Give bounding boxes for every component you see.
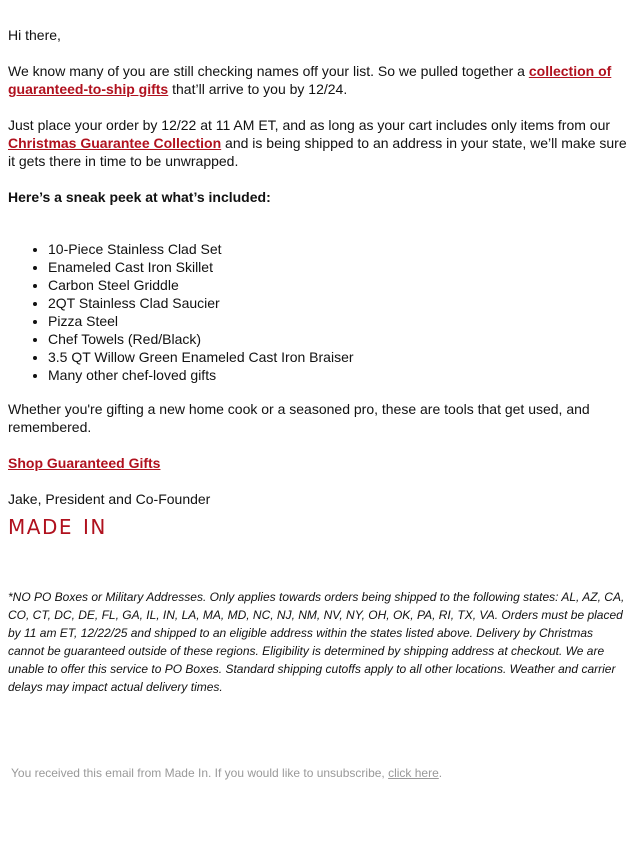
list-item: • 10-Piece Stainless Clad Set bbox=[48, 240, 632, 258]
list-item: • 3.5 QT Willow Green Enameled Cast Iron Braiser bbox=[48, 348, 632, 366]
list-item: • Carbon Steel Griddle bbox=[48, 276, 632, 294]
cta-paragraph bbox=[8, 454, 632, 472]
order-info-paragraph bbox=[8, 116, 632, 170]
list-item: • Pizza Steel bbox=[48, 312, 632, 330]
unsubscribe-link[interactable]: click here bbox=[388, 766, 439, 780]
shop-guaranteed-gifts-link[interactable]: Shop Guaranteed Gifts bbox=[8, 455, 161, 471]
gift-item-list bbox=[8, 240, 632, 384]
list-item: • Chef Towels (Red/Black) bbox=[48, 330, 632, 348]
intro-paragraph bbox=[8, 62, 632, 98]
order-info-text: Just place your order by 12/22 at 11 AM ET, and as long as your cart includes only items from our bbox=[8, 117, 611, 133]
greeting: Hi there, bbox=[8, 27, 61, 43]
closing-paragraph: Whether you're gifting a new home cook or a seasoned pro, these are tools that get used, and remembered. bbox=[8, 401, 590, 435]
footer bbox=[8, 764, 632, 782]
order-info-text-end: and is being shipped to an address in your state, we’ll make sure it gets there in time to be unwrapped. bbox=[8, 135, 627, 169]
sneak-peek-heading: Here’s a sneak peek at what’s included: bbox=[8, 189, 271, 205]
footer-text: You received this email from Made In. If you would like to unsubscribe, bbox=[11, 766, 389, 780]
disclaimer-text: *NO PO Boxes or Military Addresses. Only applies towards orders being shipped to the following states: AL, AZ, CA, CO, CT, DC, DE, FL, GA, IL, IN, LA, MA, MD, NC, NJ, NM, NV, NY, OH, OK, PA, RI, TX, VA. Orders must be placed by 11 am ET, 12/22/25 and shipped to an eligible address within the states listed above. Delivery by Christmas cannot be guaranteed outside of these regions. Eligibility is determined by shipping address at checkout. We are unable to offer this service to PO Boxes. Standard shipping cutoffs apply to all other locations. Weather and carrier delays may impact actual delivery times. bbox=[8, 590, 625, 694]
footer-text-end: . bbox=[438, 766, 443, 780]
guaranteed-gifts-collection-link[interactable]: collection of guaranteed-to-ship gifts bbox=[8, 63, 612, 97]
signature: Jake, President and Co-Founder bbox=[8, 491, 211, 507]
list-item: • Enameled Cast Iron Skillet bbox=[48, 258, 632, 276]
logo-word-in: IN bbox=[82, 515, 107, 539]
made-in-logo[interactable] bbox=[8, 515, 107, 539]
intro-text: We know many of you are still checking names off your list. So we pulled together a bbox=[8, 63, 529, 79]
logo-word-made: MADE bbox=[8, 515, 73, 539]
list-item: • Many other chef-loved gifts bbox=[48, 366, 632, 384]
intro-text-end: that’ll arrive to you by 12/24. bbox=[168, 81, 348, 97]
christmas-guarantee-collection-link[interactable]: Christmas Guarantee Collection bbox=[8, 135, 222, 151]
list-item: • 2QT Stainless Clad Saucier bbox=[48, 294, 632, 312]
